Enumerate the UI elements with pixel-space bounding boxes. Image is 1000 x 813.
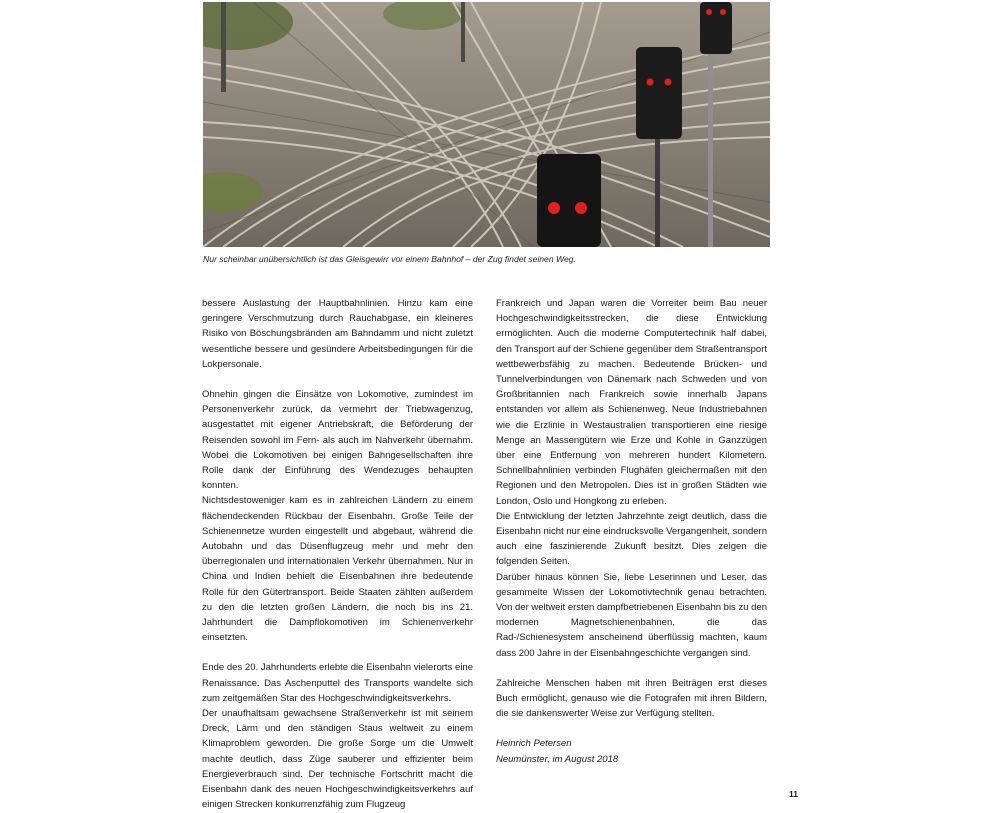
paragraph: Ohnehin gingen die Einsätze von Lokomotive, zumindest im Personenverkehr zurück, da vermehrt der Triebwagenzug, ausgestattet mit eigener Antriebskraft, die Beförderung der Reisenden sowohl im Fern- als auch im Nahverkehr übernahm. Wobei die Lokomotiven bei einigen Bahngesellschaften ihre Rolle dank der Einführung des Wendezuges behaupten konnten. <box>202 389 473 492</box>
text-column-right <box>496 296 767 767</box>
paragraph: Die Entwicklung der letzten Jahrzehnte zeigt deutlich, dass die Eisenbahn nicht nur eine eindrucksvolle Vergangenheit, sondern auch eine faszinierende Zukunft besitzt. Dies zeigen die folgenden Seiten. <box>496 510 767 568</box>
paragraph: bessere Auslastung der Hauptbahnlinien. Hinzu kam eine geringere Verschmutzung durch Rauchabgase, ein kleineres Risiko von Böschungsbränden am Bahndamm und nicht zuletzt wesentliche bessere und gesündere Arbeitsbedingungen für die Lokpersonale. <box>202 298 473 370</box>
paragraph: Darüber hinaus können Sie, liebe Leserinnen und Leser, das gesammelte Wissen der Lokomotivtechnik genau betrachten. Von der weltweit ersten dampfbetriebenen Eisenbahn bis zu den modernen Magnetschienenbahnen, die das Rad-/Schienesystem anscheinend überflüssig machten, kaum dass 200 Jahre in der Eisenbahngeschichte vergangen sind. <box>496 571 767 659</box>
place-date: Neumünster, im August 2018 <box>496 753 619 765</box>
author-name: Heinrich Petersen <box>496 738 572 750</box>
page-number: 11 <box>789 789 798 799</box>
signal-back <box>700 2 732 54</box>
paragraph: Zahlreiche Menschen haben mit ihren Beiträgen erst dieses Buch ermöglicht, genauso wie die Fotografen mit ihren Bildern, die sie dankenswerter Weise zur Verfügung stellten. <box>496 677 767 720</box>
paragraph: Ende des 20. Jahrhunderts erlebte die Eisenbahn vielerorts eine Renaissance. Das Aschenputtel des Transports wandelte sich zum zeitgemäßen Star des Hochgeschwindigkeitsverkehrs. <box>202 662 473 704</box>
photo-caption: Nur scheinbar unübersichtlich ist das Gleisgewirr vor einem Bahnhof – der Zug findet seinen Weg. <box>203 254 576 264</box>
railway-photo <box>203 2 770 247</box>
text-column-left <box>202 296 473 813</box>
signal-front <box>537 154 601 247</box>
paragraph: Der unaufhaltsam gewachsene Straßenverkehr ist mit seinem Dreck, Lärm und den ständigen Staus weltweit zu einem Klimaproblem geworden. Die große Sorge um die Umwelt machte deutlich, dass Züge sauberer und effizienter beim Energieverbrauch sind. Der technische Fortschritt macht die Eisenbahn dank des neuen Hochgeschwindigkeitsverkehrs auf einigen Strecken konkurrenzfähig zum Flugzeug <box>202 708 473 811</box>
paragraph: Frankreich und Japan waren die Vorreiter beim Bau neuer Hochgeschwindigkeitsstrecken, die diese Entwicklung ermöglichten. Auch die moderne Computertechnik half dabei, den Transport auf der Schiene gegenüber dem Straßentransport wettbewerbsfähig zu machen. Bedeutende Brücken- und Tunnelverbindungen von Dänemark nach Schweden und von Großbritannien nach Frankreich sowie innerhalb Japans entstanden vor allem als Schienenweg. Neue Industriebahnen wie die Erzlinie in Westaustralien transportieren eine riesige Menge an Massengütern wie Erze und Kohle in Ganzzügen über eine Entfernung von mehreren hundert Kilometern. Schnellbahnlinien verbinden Flughäfen gleichermaßen mit den Regionen und den Metropolen. Dies ist in großen Städten wie London, Oslo und Hongkong zu erleben. <box>496 298 767 507</box>
paragraph: Nichtsdestoweniger kam es in zahlreichen Ländern zu einem flächendeckenden Rückbau der Eisenbahn. Große Teile der Schienennetze wurden eingestellt und abgebaut, während die Autobahn und das Düsenflugzeug mehr und mehr den überregionalen und internationalen Verkehr übernahmen. Nur in China und Indien behielt die Eisenbahnen ihre bedeutende Rolle für den Gütertransport. Beide Staaten zählten außerdem zu den die letzten großen Ländern, die noch bis ins 21. Jahrhundert die Dampflokomotiven im Schienenverkehr einsetzten. <box>202 495 473 644</box>
railway-photo-graphic <box>203 2 770 247</box>
